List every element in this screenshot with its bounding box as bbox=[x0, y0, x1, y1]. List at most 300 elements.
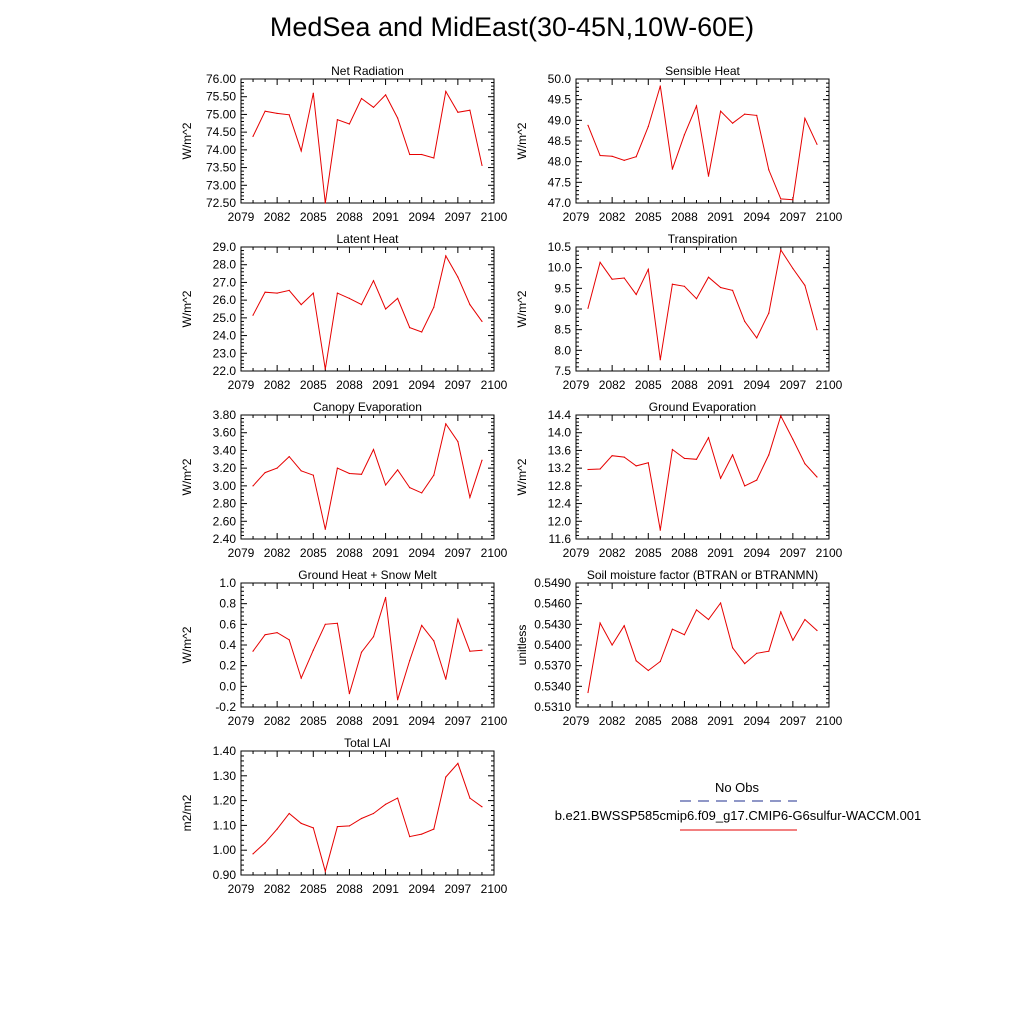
series-line bbox=[253, 424, 482, 529]
chart-panel bbox=[180, 232, 508, 392]
y-tick-label: 73.00 bbox=[205, 178, 236, 193]
x-tick-label: 2079 bbox=[562, 378, 590, 392]
x-tick-label: 2094 bbox=[743, 378, 771, 392]
x-tick-label: 2097 bbox=[444, 378, 472, 392]
y-tick-label: 49.0 bbox=[547, 113, 571, 128]
x-tick-label: 2085 bbox=[299, 714, 327, 728]
data-point bbox=[792, 268, 793, 269]
y-tick-label: 3.00 bbox=[212, 478, 236, 493]
y-tick-label: 12.0 bbox=[547, 514, 571, 529]
x-tick-label: 2091 bbox=[372, 378, 399, 392]
x-tick-label: 2082 bbox=[263, 882, 291, 896]
y-tick-label: 72.50 bbox=[205, 196, 236, 210]
y-tick-label: 47.5 bbox=[547, 175, 571, 190]
data-point bbox=[252, 853, 253, 854]
legend-obs-label: No Obs bbox=[714, 780, 760, 795]
data-point bbox=[720, 602, 721, 603]
x-tick-label: 2082 bbox=[263, 714, 291, 728]
data-point bbox=[744, 321, 745, 322]
data-point bbox=[768, 454, 769, 455]
figure-title: MedSea and MidEast(30-45N,10W-60E) bbox=[269, 12, 755, 42]
data-point bbox=[780, 611, 781, 612]
data-point bbox=[433, 475, 434, 476]
data-point bbox=[373, 813, 374, 814]
data-point bbox=[481, 165, 482, 166]
data-point bbox=[397, 469, 398, 470]
y-tick-label: 75.00 bbox=[205, 107, 236, 122]
series-line bbox=[588, 416, 817, 530]
plot-frame bbox=[241, 79, 494, 203]
data-point bbox=[457, 619, 458, 620]
y-tick-label: 13.6 bbox=[547, 443, 571, 458]
x-tick-label: 2100 bbox=[480, 378, 508, 392]
plot-frame bbox=[576, 415, 829, 539]
y-tick-label: 2.40 bbox=[212, 532, 236, 546]
data-point bbox=[252, 485, 253, 486]
y-tick-label: 0.5370 bbox=[534, 658, 571, 673]
y-tick-label: 7.5 bbox=[554, 364, 571, 378]
data-point bbox=[361, 818, 362, 819]
data-point bbox=[672, 284, 673, 285]
data-point bbox=[708, 619, 709, 620]
data-point bbox=[289, 813, 290, 814]
y-tick-label: 25.0 bbox=[212, 310, 236, 325]
data-point bbox=[373, 636, 374, 637]
data-point bbox=[672, 169, 673, 170]
data-point bbox=[433, 157, 434, 158]
data-point bbox=[624, 277, 625, 278]
y-tick-label: 47.0 bbox=[547, 196, 571, 210]
data-point bbox=[313, 650, 314, 651]
legend-case-label: b.e21.BWSSP585cmip6.f09_g17.CMIP6-G6sulfur-WACCM.001 bbox=[554, 808, 922, 823]
chart-title: Sensible Heat bbox=[665, 64, 740, 78]
data-point bbox=[325, 871, 326, 872]
y-tick-label: 73.50 bbox=[205, 160, 236, 175]
legend bbox=[555, 780, 922, 830]
y-tick-label: 8.5 bbox=[554, 322, 571, 337]
chart-title: Canopy Evaporation bbox=[313, 400, 422, 414]
data-point bbox=[780, 415, 781, 416]
y-tick-label: 0.0 bbox=[219, 679, 236, 694]
data-point bbox=[349, 473, 350, 474]
data-point bbox=[636, 156, 637, 157]
data-point bbox=[301, 678, 302, 679]
x-tick-label: 2079 bbox=[227, 882, 255, 896]
x-tick-label: 2094 bbox=[743, 546, 771, 560]
data-point bbox=[648, 462, 649, 463]
chart-panel bbox=[180, 400, 508, 560]
data-point bbox=[660, 661, 661, 662]
data-point bbox=[708, 437, 709, 438]
data-point bbox=[289, 639, 290, 640]
data-point bbox=[612, 644, 613, 645]
data-point bbox=[409, 327, 410, 328]
data-point bbox=[720, 478, 721, 479]
data-point bbox=[780, 198, 781, 199]
data-point bbox=[744, 485, 745, 486]
data-point bbox=[385, 597, 386, 598]
data-point bbox=[672, 449, 673, 450]
data-point bbox=[624, 160, 625, 161]
data-point bbox=[409, 836, 410, 837]
y-axis-label: W/m^2 bbox=[515, 122, 529, 160]
data-point bbox=[696, 459, 697, 460]
x-tick-label: 2085 bbox=[299, 378, 327, 392]
chart-panel bbox=[515, 232, 843, 392]
x-tick-label: 2094 bbox=[743, 210, 771, 224]
data-point bbox=[660, 85, 661, 86]
x-tick-label: 2079 bbox=[562, 546, 590, 560]
data-point bbox=[252, 315, 253, 316]
data-point bbox=[816, 329, 817, 330]
data-point bbox=[624, 625, 625, 626]
y-axis-label: unitless bbox=[515, 624, 529, 666]
data-point bbox=[636, 465, 637, 466]
chart-panels bbox=[180, 64, 843, 896]
data-point bbox=[756, 115, 757, 116]
data-point bbox=[587, 125, 588, 126]
x-tick-label: 2100 bbox=[815, 378, 843, 392]
series-line bbox=[588, 250, 817, 360]
data-point bbox=[397, 298, 398, 299]
y-tick-label: 10.5 bbox=[547, 240, 571, 254]
x-tick-label: 2094 bbox=[408, 210, 436, 224]
data-point bbox=[325, 369, 326, 370]
x-tick-label: 2091 bbox=[372, 882, 399, 896]
y-tick-label: 49.5 bbox=[547, 92, 571, 107]
x-tick-label: 2097 bbox=[444, 882, 472, 896]
data-point bbox=[469, 110, 470, 111]
data-point bbox=[421, 492, 422, 493]
y-axis-label: W/m^2 bbox=[515, 290, 529, 328]
chart-title: Transpiration bbox=[667, 232, 738, 246]
x-tick-label: 2082 bbox=[598, 546, 626, 560]
data-point bbox=[313, 93, 314, 94]
data-point bbox=[361, 652, 362, 653]
data-point bbox=[337, 468, 338, 469]
data-point bbox=[265, 842, 266, 843]
x-tick-label: 2091 bbox=[707, 546, 734, 560]
data-point bbox=[265, 292, 266, 293]
x-tick-label: 2088 bbox=[336, 714, 363, 728]
x-tick-label: 2082 bbox=[598, 714, 626, 728]
x-tick-label: 2088 bbox=[336, 378, 363, 392]
data-point bbox=[732, 290, 733, 291]
data-point bbox=[265, 634, 266, 635]
x-tick-label: 2091 bbox=[707, 378, 734, 392]
y-tick-label: 24.0 bbox=[212, 328, 236, 343]
x-tick-label: 2088 bbox=[671, 546, 698, 560]
data-point bbox=[768, 651, 769, 652]
data-point bbox=[445, 423, 446, 424]
data-point bbox=[433, 829, 434, 830]
data-point bbox=[409, 660, 410, 661]
data-point bbox=[409, 154, 410, 155]
y-tick-label: 75.50 bbox=[205, 89, 236, 104]
data-point bbox=[600, 262, 601, 263]
x-tick-label: 2091 bbox=[707, 714, 734, 728]
data-point bbox=[624, 457, 625, 458]
data-point bbox=[433, 640, 434, 641]
data-point bbox=[804, 118, 805, 119]
data-point bbox=[816, 144, 817, 145]
chart-panel bbox=[515, 568, 843, 728]
series-line bbox=[588, 86, 817, 200]
x-tick-label: 2097 bbox=[444, 210, 472, 224]
x-tick-label: 2097 bbox=[779, 714, 807, 728]
y-tick-label: 23.0 bbox=[212, 346, 236, 361]
data-point bbox=[804, 463, 805, 464]
data-point bbox=[469, 497, 470, 498]
x-tick-label: 2088 bbox=[671, 378, 698, 392]
data-point bbox=[648, 269, 649, 270]
y-tick-label: 0.90 bbox=[212, 868, 236, 882]
y-axis-label: W/m^2 bbox=[180, 458, 194, 496]
chart-panel bbox=[180, 736, 508, 896]
data-point bbox=[349, 693, 350, 694]
data-point bbox=[265, 472, 266, 473]
data-point bbox=[768, 169, 769, 170]
data-point bbox=[349, 298, 350, 299]
y-axis-label: W/m^2 bbox=[180, 626, 194, 664]
y-tick-label: 74.00 bbox=[205, 142, 236, 157]
data-point bbox=[301, 470, 302, 471]
x-tick-label: 2094 bbox=[408, 882, 436, 896]
x-tick-label: 2097 bbox=[444, 546, 472, 560]
y-tick-label: 3.60 bbox=[212, 425, 236, 440]
x-tick-label: 2088 bbox=[671, 210, 698, 224]
data-point bbox=[337, 826, 338, 827]
x-tick-label: 2079 bbox=[227, 378, 255, 392]
y-tick-label: 22.0 bbox=[212, 364, 236, 378]
data-point bbox=[445, 91, 446, 92]
y-tick-label: 0.6 bbox=[219, 617, 236, 632]
data-point bbox=[433, 307, 434, 308]
x-tick-label: 2094 bbox=[408, 378, 436, 392]
y-axis-label: W/m^2 bbox=[180, 122, 194, 160]
data-point bbox=[587, 308, 588, 309]
x-tick-label: 2088 bbox=[336, 546, 363, 560]
y-tick-label: 14.0 bbox=[547, 425, 571, 440]
y-tick-label: 1.20 bbox=[212, 793, 236, 808]
y-axis-label: W/m^2 bbox=[180, 290, 194, 328]
x-tick-label: 2100 bbox=[480, 882, 508, 896]
x-tick-label: 2094 bbox=[408, 714, 436, 728]
x-tick-label: 2100 bbox=[815, 210, 843, 224]
data-point bbox=[301, 304, 302, 305]
data-point bbox=[469, 798, 470, 799]
x-tick-label: 2091 bbox=[372, 714, 399, 728]
data-point bbox=[337, 623, 338, 624]
data-point bbox=[421, 625, 422, 626]
data-point bbox=[252, 136, 253, 137]
y-tick-label: 0.5340 bbox=[534, 679, 571, 694]
data-point bbox=[612, 455, 613, 456]
data-point bbox=[732, 647, 733, 648]
series-line bbox=[253, 256, 482, 369]
data-point bbox=[397, 117, 398, 118]
data-point bbox=[325, 529, 326, 530]
series-line bbox=[588, 603, 817, 693]
y-tick-label: 2.80 bbox=[212, 496, 236, 511]
data-point bbox=[469, 651, 470, 652]
y-tick-label: 29.0 bbox=[212, 240, 236, 254]
data-point bbox=[768, 313, 769, 314]
x-tick-label: 2088 bbox=[336, 210, 363, 224]
y-tick-label: 13.2 bbox=[547, 461, 571, 476]
data-point bbox=[421, 834, 422, 835]
y-tick-label: 26.0 bbox=[212, 293, 236, 308]
x-tick-label: 2085 bbox=[634, 546, 662, 560]
data-point bbox=[457, 277, 458, 278]
y-tick-label: 27.0 bbox=[212, 275, 236, 290]
data-point bbox=[349, 123, 350, 124]
x-tick-label: 2085 bbox=[299, 882, 327, 896]
data-point bbox=[421, 331, 422, 332]
data-point bbox=[373, 280, 374, 281]
data-point bbox=[289, 290, 290, 291]
plot-frame bbox=[576, 583, 829, 707]
y-tick-label: 12.4 bbox=[547, 496, 571, 511]
data-point bbox=[481, 321, 482, 322]
y-axis-label: m2/m2 bbox=[180, 794, 194, 832]
data-point bbox=[265, 111, 266, 112]
data-point bbox=[325, 624, 326, 625]
data-point bbox=[277, 468, 278, 469]
data-point bbox=[349, 825, 350, 826]
y-tick-label: 48.5 bbox=[547, 134, 571, 148]
series-line bbox=[253, 763, 482, 871]
data-point bbox=[612, 279, 613, 280]
y-tick-label: 9.5 bbox=[554, 281, 571, 296]
data-point bbox=[445, 776, 446, 777]
y-tick-label: 0.2 bbox=[219, 658, 236, 673]
data-point bbox=[445, 255, 446, 256]
y-tick-label: 1.0 bbox=[219, 576, 236, 590]
x-tick-label: 2079 bbox=[227, 714, 255, 728]
y-tick-label: 0.5460 bbox=[534, 596, 571, 611]
x-tick-label: 2094 bbox=[743, 714, 771, 728]
x-tick-label: 2079 bbox=[562, 714, 590, 728]
data-point bbox=[600, 468, 601, 469]
data-point bbox=[744, 663, 745, 664]
data-point bbox=[600, 155, 601, 156]
x-tick-label: 2088 bbox=[336, 882, 363, 896]
chart-panel bbox=[180, 64, 508, 224]
data-point bbox=[744, 114, 745, 115]
data-point bbox=[313, 475, 314, 476]
plot-frame bbox=[241, 415, 494, 539]
data-point bbox=[445, 679, 446, 680]
data-point bbox=[481, 460, 482, 461]
y-tick-label: 0.5310 bbox=[534, 700, 571, 714]
y-tick-label: 1.30 bbox=[212, 768, 236, 783]
x-tick-label: 2085 bbox=[299, 210, 327, 224]
data-point bbox=[361, 474, 362, 475]
x-tick-label: 2085 bbox=[299, 546, 327, 560]
data-point bbox=[397, 699, 398, 700]
data-point bbox=[756, 337, 757, 338]
x-tick-label: 2085 bbox=[634, 714, 662, 728]
x-tick-label: 2091 bbox=[372, 210, 399, 224]
data-point bbox=[457, 441, 458, 442]
data-point bbox=[792, 640, 793, 641]
data-point bbox=[481, 806, 482, 807]
x-tick-label: 2100 bbox=[480, 210, 508, 224]
data-point bbox=[684, 634, 685, 635]
x-tick-label: 2097 bbox=[779, 546, 807, 560]
data-point bbox=[720, 111, 721, 112]
data-point bbox=[289, 456, 290, 457]
data-point bbox=[720, 287, 721, 288]
data-point bbox=[252, 651, 253, 652]
y-tick-label: 12.8 bbox=[547, 478, 571, 493]
x-tick-label: 2100 bbox=[480, 546, 508, 560]
x-tick-label: 2091 bbox=[372, 546, 399, 560]
chart-panel bbox=[515, 64, 843, 224]
y-tick-label: 2.60 bbox=[212, 514, 236, 529]
data-point bbox=[397, 798, 398, 799]
chart-panel bbox=[515, 400, 843, 560]
data-point bbox=[792, 199, 793, 200]
x-tick-label: 2082 bbox=[598, 210, 626, 224]
data-point bbox=[277, 829, 278, 830]
data-point bbox=[289, 114, 290, 115]
data-point bbox=[792, 439, 793, 440]
x-tick-label: 2088 bbox=[671, 714, 698, 728]
data-point bbox=[587, 469, 588, 470]
data-point bbox=[684, 458, 685, 459]
data-point bbox=[684, 286, 685, 287]
series-line bbox=[253, 598, 482, 700]
data-point bbox=[337, 293, 338, 294]
data-point bbox=[816, 476, 817, 477]
data-point bbox=[684, 134, 685, 135]
data-point bbox=[696, 105, 697, 106]
y-tick-label: 3.40 bbox=[212, 443, 236, 458]
data-point bbox=[337, 119, 338, 120]
data-point bbox=[457, 763, 458, 764]
data-point bbox=[708, 176, 709, 177]
chart-title: Total LAI bbox=[344, 736, 391, 750]
series-line bbox=[253, 91, 482, 203]
data-point bbox=[277, 293, 278, 294]
x-tick-label: 2097 bbox=[779, 378, 807, 392]
data-point bbox=[660, 359, 661, 360]
chart-title: Ground Heat + Snow Melt bbox=[298, 568, 437, 582]
y-tick-label: 1.40 bbox=[212, 744, 236, 758]
data-point bbox=[385, 94, 386, 95]
x-tick-label: 2079 bbox=[227, 210, 255, 224]
y-tick-label: 1.10 bbox=[212, 818, 236, 833]
x-tick-label: 2082 bbox=[263, 210, 291, 224]
data-point bbox=[457, 112, 458, 113]
chart-title: Net Radiation bbox=[331, 64, 404, 78]
x-tick-label: 2079 bbox=[227, 546, 255, 560]
data-point bbox=[409, 487, 410, 488]
y-tick-label: -0.2 bbox=[215, 700, 236, 714]
y-tick-label: 11.6 bbox=[548, 532, 571, 546]
chart-title: Soil moisture factor (BTRAN or BTRANMN) bbox=[586, 568, 819, 582]
y-tick-label: 8.0 bbox=[554, 343, 571, 358]
y-tick-label: 0.8 bbox=[219, 596, 236, 611]
data-point bbox=[325, 202, 326, 203]
y-tick-label: 1.00 bbox=[212, 843, 236, 858]
x-tick-label: 2082 bbox=[263, 546, 291, 560]
x-tick-label: 2097 bbox=[444, 714, 472, 728]
data-point bbox=[636, 660, 637, 661]
data-point bbox=[385, 804, 386, 805]
